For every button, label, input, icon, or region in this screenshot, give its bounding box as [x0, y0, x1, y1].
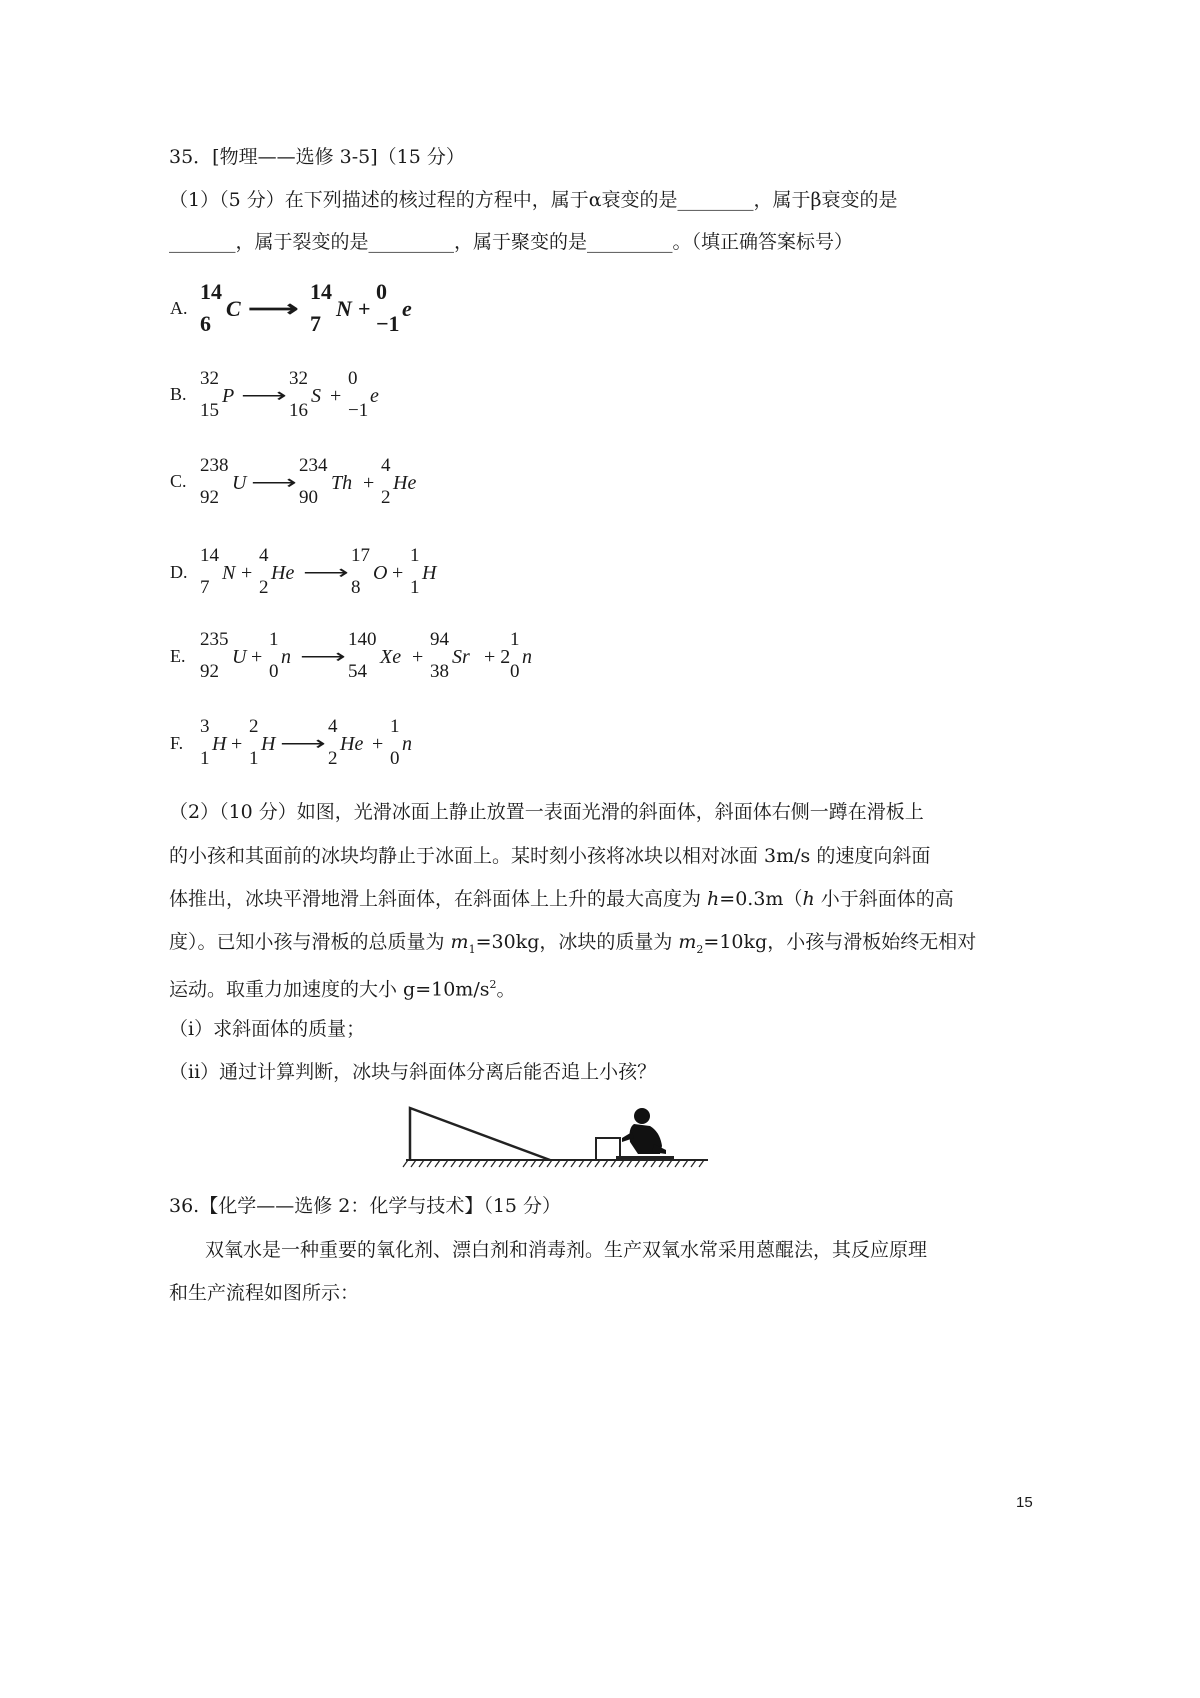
mass-number: 32: [200, 368, 219, 389]
reaction-arrow: ⟶: [251, 472, 297, 494]
atomic-number: 15: [200, 400, 219, 421]
mass-number: 4: [259, 545, 269, 566]
option-d-label: D.: [170, 562, 188, 582]
q36-line1: 双氧水是一种重要的氧化剂、漂白剂和消毒剂。生产双氧水常采用蒽醌法，其反应原理: [205, 1239, 928, 1261]
mass-number: 14: [200, 545, 219, 566]
mass-number: 4: [381, 455, 391, 476]
plus-sign: +: [358, 296, 371, 321]
element-symbol: n: [281, 646, 291, 668]
plus-sign: + 2: [484, 646, 511, 668]
atomic-number: −1: [376, 311, 400, 336]
mass-number: 17: [351, 545, 370, 566]
atomic-number: 1: [249, 748, 259, 769]
atomic-number: 54: [348, 661, 367, 682]
equation-b: [200, 369, 600, 429]
mass-number: 1: [390, 716, 400, 737]
reaction-arrow: ⟶: [280, 733, 326, 755]
element-symbol: Sr: [452, 646, 470, 668]
atomic-number: −1: [348, 400, 369, 421]
mass-number: 14: [200, 279, 222, 304]
reaction-arrow: ⟶: [248, 296, 299, 321]
q36-line2: 和生产流程如图所示：: [169, 1282, 360, 1304]
element-symbol: U: [232, 646, 247, 668]
atomic-number: 92: [200, 487, 219, 508]
plus-sign: +: [241, 562, 253, 584]
element-symbol: P: [222, 385, 235, 407]
plus-sign: +: [231, 733, 243, 755]
mass-number: 1: [269, 629, 279, 650]
option-a-label: A.: [170, 298, 188, 318]
plus-sign: +: [412, 646, 424, 668]
q35-part2-line1: （2）（10 分）如图，光滑冰面上静止放置一表面光滑的斜面体，斜面体右侧一蹲在滑板上: [169, 801, 924, 823]
mass-number: 3: [200, 716, 210, 737]
atomic-number: 2: [381, 487, 391, 508]
atomic-number: 0: [269, 661, 279, 682]
atomic-number: 2: [259, 577, 269, 598]
element-symbol: U: [232, 472, 247, 494]
mass-number: 0: [348, 368, 358, 389]
element-symbol: H: [261, 733, 276, 755]
element-symbol: N: [336, 296, 352, 321]
mass-number: 14: [310, 279, 332, 304]
equation-a: [200, 279, 600, 342]
atomic-number: 2: [328, 748, 338, 769]
option-c-label: C.: [170, 471, 187, 491]
atomic-number: 7: [310, 311, 321, 336]
plus-sign: +: [330, 385, 342, 407]
q35-part2-line3: 体推出，冰块平滑地滑上斜面体，在斜面体上上升的最大高度为 h=0.3m（h 小于斜面体的高: [169, 888, 954, 910]
plus-sign: +: [372, 733, 384, 755]
element-symbol: He: [340, 733, 364, 755]
q35-sub-ii: （ii）通过计算判断，冰块与斜面体分离后能否追上小孩？: [169, 1061, 657, 1083]
equation-e: [200, 630, 700, 690]
q35-part2-line5: 运动。取重力加速度的大小 $g=10m/s^2$。: [169, 978, 516, 1001]
equation-d: [200, 546, 600, 606]
incline-block: [410, 1108, 550, 1160]
atomic-number: 1: [200, 748, 210, 769]
reaction-arrow: ⟶: [303, 562, 349, 584]
q35-sub-i: （i）求斜面体的质量；: [169, 1018, 366, 1040]
incline-figure: [398, 1098, 718, 1178]
element-symbol: He: [271, 562, 295, 584]
q36-title: 36.【化学——选修 2：化学与技术】（15 分）: [169, 1195, 562, 1217]
reaction-arrow: ⟶: [241, 385, 287, 407]
option-f-label: F.: [170, 733, 184, 753]
mass-number: 32: [289, 368, 308, 389]
option-e-label: E.: [170, 646, 186, 666]
atomic-number: 16: [289, 400, 308, 421]
atomic-number: 0: [510, 661, 520, 682]
q35-title: 35．[物理——选修 3-5]（15 分）: [169, 146, 465, 168]
element-symbol: S: [311, 385, 321, 407]
element-symbol: e: [370, 385, 379, 407]
element-symbol: He: [393, 472, 417, 494]
element-symbol: n: [522, 646, 532, 668]
child-on-skateboard: [616, 1108, 674, 1160]
element-symbol: Th: [331, 472, 353, 494]
mass-number: 0: [376, 279, 387, 304]
q35-part2-line2: 的小孩和其面前的冰块均静止于冰面上。某时刻小孩将冰块以相对冰面 3m/s 的速度向斜面: [169, 845, 931, 867]
q35-part2-line4: 度）。已知小孩与滑板的总质量为 $m_1=30kg$，冰块的质量为 $m_2=10kg$，小孩与滑板始终无相对: [169, 931, 977, 956]
element-symbol: C: [226, 296, 241, 321]
equation-f: [200, 717, 600, 777]
mass-number: 1: [510, 629, 520, 650]
mass-number: 2: [249, 716, 259, 737]
atomic-number: 1: [410, 577, 420, 598]
atomic-number: 0: [390, 748, 400, 769]
equation-c: [200, 456, 600, 516]
mass-number: 4: [328, 716, 338, 737]
mass-number: 140: [348, 629, 377, 650]
atomic-number: 92: [200, 661, 219, 682]
mass-number: 238: [200, 455, 229, 476]
atomic-number: 6: [200, 311, 211, 336]
mass-number: 1: [410, 545, 420, 566]
page-number: 15: [1016, 1494, 1033, 1511]
element-symbol: n: [402, 733, 412, 755]
reaction-arrow: ⟶: [300, 646, 346, 668]
q35-part1-line1: （1）（5 分）在下列描述的核过程的方程中，属于α衰变的是________，属于β衰变的是: [169, 189, 898, 211]
atomic-number: 8: [351, 577, 361, 598]
plus-sign: +: [251, 646, 263, 668]
element-symbol: H: [422, 562, 437, 584]
atomic-number: 90: [299, 487, 318, 508]
mass-number: 94: [430, 629, 449, 650]
element-symbol: Xe: [380, 646, 402, 668]
option-b-label: B.: [170, 384, 187, 404]
element-symbol: H: [212, 733, 227, 755]
element-symbol: e: [402, 296, 412, 321]
plus-sign: +: [363, 472, 375, 494]
mass-number: 234: [299, 455, 328, 476]
ground-hatching: [403, 1160, 704, 1167]
element-symbol: N: [222, 562, 236, 584]
atomic-number: 38: [430, 661, 449, 682]
mass-number: 235: [200, 629, 229, 650]
q35-part1-line2: _______，属于裂变的是_________，属于聚变的是_________。（填正确答案标号）: [169, 231, 854, 253]
atomic-number: 7: [200, 577, 210, 598]
plus-sign: +: [392, 562, 404, 584]
element-symbol: O: [373, 562, 388, 584]
